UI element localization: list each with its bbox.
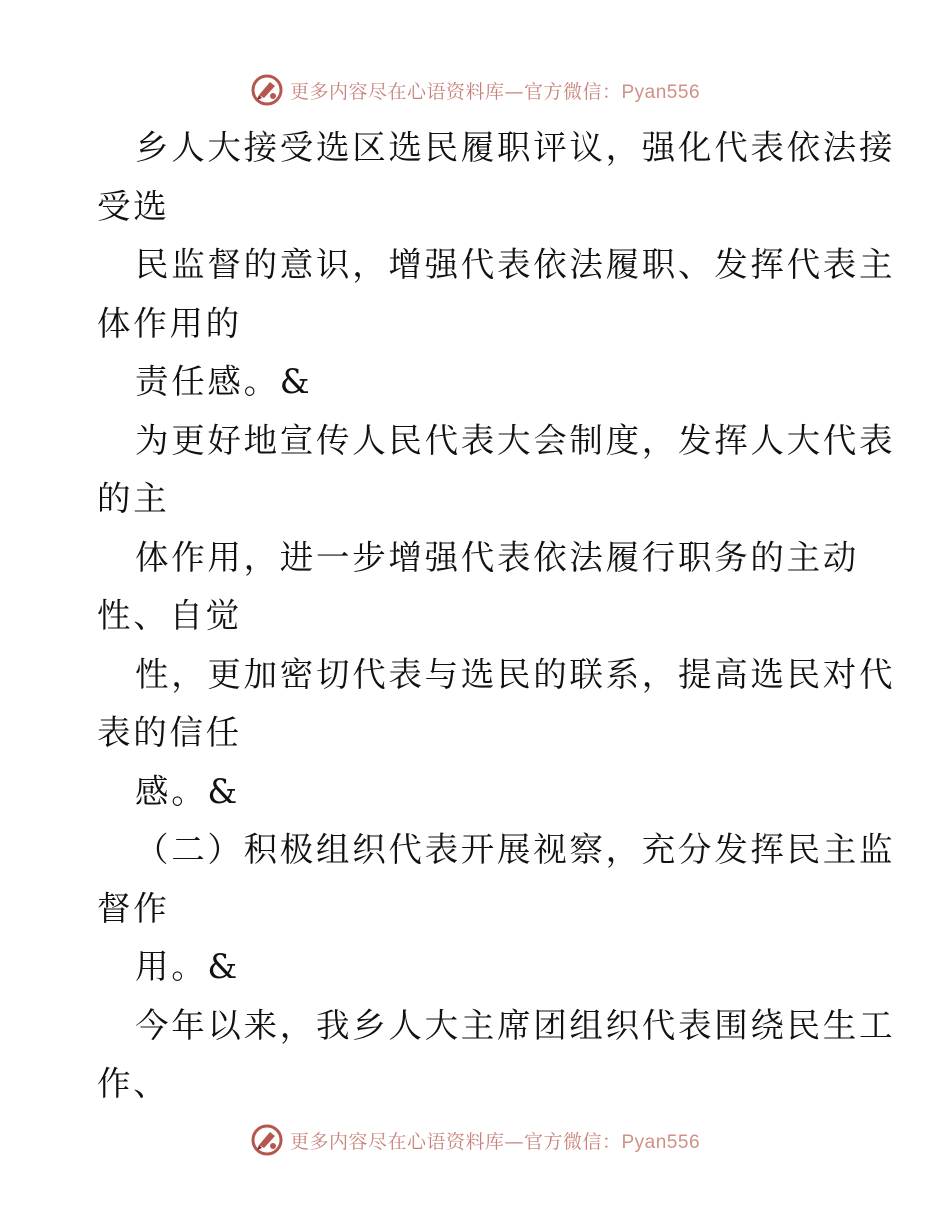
body-text-line: 性、自觉: [97, 596, 242, 635]
body-text-line: 作、: [97, 1064, 170, 1103]
footer-banner: [0, 1120, 950, 1160]
banner-wechat-id: Pyan556: [621, 81, 701, 103]
body-text-line: 体作用的: [97, 303, 242, 343]
banner-wechat-id: Pyan556: [621, 1131, 701, 1153]
body-text-line: 今年以来，我乡人大主席团组织代表围绕民生工: [135, 1005, 896, 1045]
body-text-line: 体作用，进一步增强代表依法履行职务的主动: [135, 537, 859, 577]
body-text-line: 为更好地宣传人民代表大会制度，发挥人大代表: [135, 420, 896, 460]
body-text-line: 的主: [97, 479, 170, 518]
document-body: [97, 119, 896, 1114]
body-text-line: 督作: [97, 888, 170, 928]
banner-main-text: 更多内容尽在心语资料库—官方微信：: [289, 80, 622, 103]
header-banner-text: [290, 77, 700, 104]
banner-main-text: 更多内容尽在心语资料库—官方微信：: [289, 1130, 622, 1153]
body-text-line: 感。&: [135, 771, 240, 811]
body-text-line: 乡人大接受选区选民履职评议，强化代表依法接: [135, 128, 896, 167]
footer-banner-text: [290, 1127, 700, 1154]
seal-logo-icon: [250, 1123, 284, 1157]
body-text-line: 性，更加密切代表与选民的联系，提高选民对代: [135, 654, 896, 694]
seal-logo-icon: [250, 73, 284, 107]
body-text-line: （二）积极组织代表开展视察，充分发挥民主监: [135, 830, 896, 869]
header-banner: [0, 70, 950, 110]
header-banner-content: [250, 73, 700, 107]
body-text-line: 民监督的意识，增强代表依法履职、发挥代表主: [135, 245, 896, 284]
body-text-line: 表的信任: [97, 713, 242, 752]
body-text-line: 受选: [97, 186, 170, 226]
body-text-line: 用。&: [135, 947, 240, 986]
footer-banner-content: [250, 1123, 700, 1157]
body-text-line: 责任感。&: [135, 362, 313, 401]
